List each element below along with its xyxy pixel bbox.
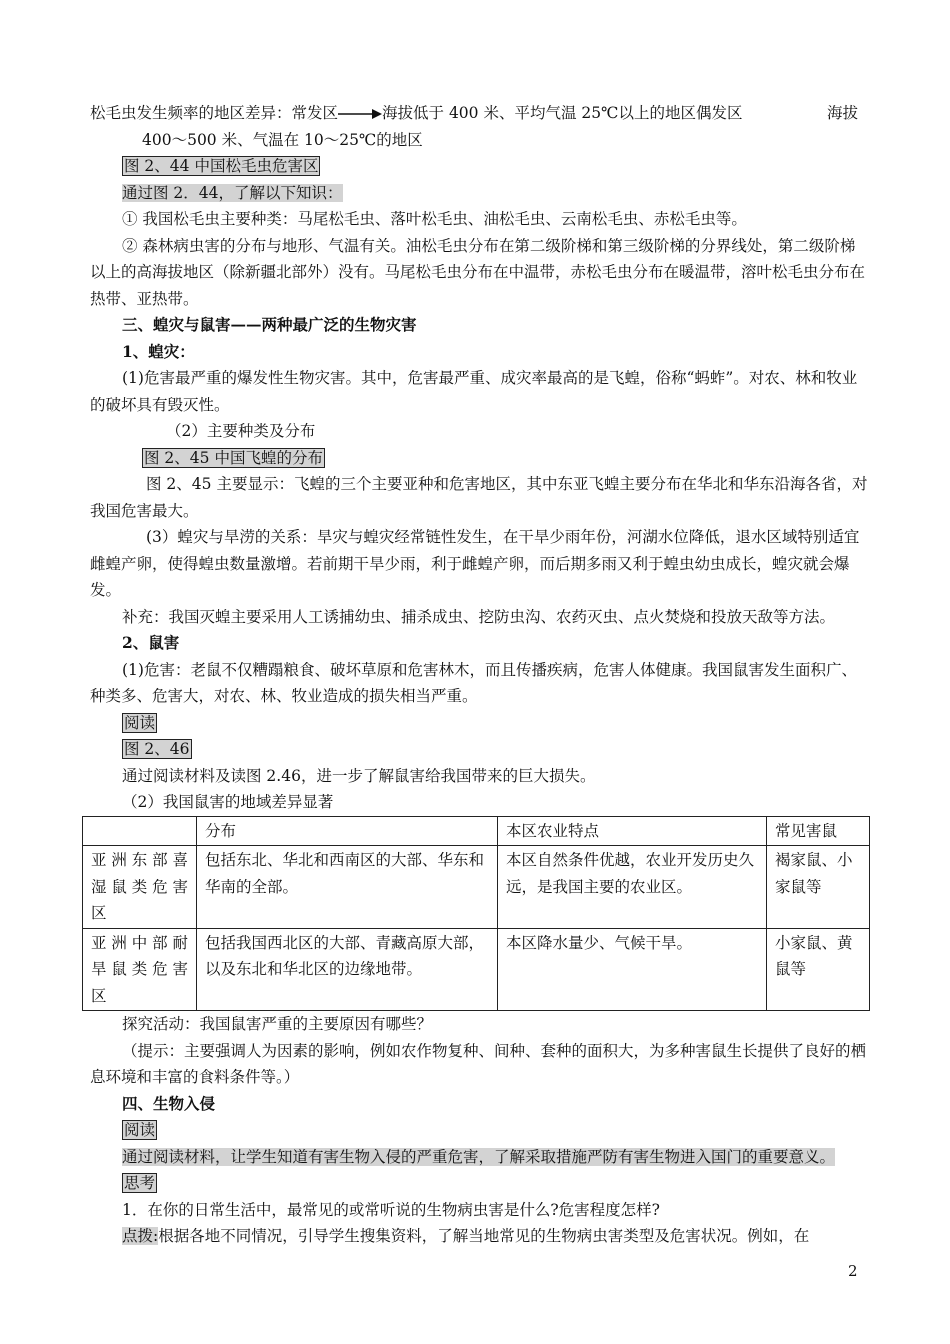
text-segment: 海拔低于 400 米、平均气温 25℃以上的地区偶发区 (382, 104, 743, 122)
paragraph: （2）我国鼠害的地域差异显著 (122, 793, 334, 811)
section-heading: 三、蝗灾与鼠害——两种最广泛的生物灾害 (122, 315, 417, 334)
paragraph: (1)危害最严重的爆发性生物灾害。其中，危害最严重、成灾率最高的是飞蝗，俗称“蚂蚱”。对农、林和牧业的破坏具有毁灭性。 (90, 369, 858, 414)
highlighted-text: 通过图 2．44，了解以下知识： (122, 183, 343, 202)
table-header-cell (83, 816, 197, 846)
table-header-cell: 分布 (197, 816, 498, 846)
figure-label: 图 2、45 中国飞蝗的分布 (144, 448, 323, 467)
rats-cell: 小家鼠、黄鼠等 (767, 928, 870, 1011)
text-line (90, 100, 870, 127)
region-line: 区 (91, 904, 107, 922)
region-cell (83, 846, 197, 929)
tip-label: 点拨: (122, 1227, 159, 1245)
agriculture-cell: 本区自然条件优越，农业开发历史久远，是我国主要的农业区。 (498, 846, 767, 929)
figure-label: 图 2、46 (124, 740, 190, 758)
reading-label: 阅读 (124, 1121, 156, 1139)
subsection-heading: 2、鼠害 (122, 633, 180, 652)
rodent-regions-table (82, 816, 870, 1012)
page-content (90, 100, 870, 1250)
arrow-icon (338, 108, 382, 120)
text-line: 400～500 米、气温在 10～25℃的地区 (142, 130, 423, 149)
paragraph: (3）蝗灾与旱涝的关系：旱灾与蝗灾经常链性发生，在干旱少雨年份，河湖水位降低，退水区域特别适宜雌蝗产卵，使得蝗虫数量激增。若前期干旱少雨，利于雌蝗产卵，而后期多雨又利于蝗虫幼虫成长，蝗灾就会爆发。 (90, 528, 860, 599)
region-line: 湿鼠类危害 (91, 877, 188, 896)
think-label: 思考 (124, 1174, 156, 1192)
region-line: 亚洲中部耐 (91, 933, 188, 952)
paragraph: 补充：我国灭蝗主要采用人工诱捕幼虫、捕杀成虫、挖防虫沟、农药灭虫、点火焚烧和投放天敌等方法。 (122, 607, 836, 626)
paragraph: （2）主要种类及分布 (166, 422, 316, 440)
distribution-cell: 包括东北、华北和西南区的大部、华东和华南的全部。 (197, 846, 498, 929)
paragraph: (1)危害：老鼠不仅糟蹋粮食、破坏草原和危害林木，而且传播疾病，危害人体健康。我国鼠害发生面积广、种类多、危害大，对农、林、牧业造成的损失相当严重。 (90, 660, 857, 705)
paragraph: 探究活动：我国鼠害严重的主要原因有哪些？ (122, 1015, 433, 1033)
subsection-heading: 1、蝗灾： (122, 341, 195, 361)
region-line: 旱鼠类危害 (91, 960, 188, 978)
figure-label: 图 2、44 中国松毛虫危害区 (124, 157, 319, 175)
table-row (83, 846, 870, 929)
table-header-cell: 常见害鼠 (767, 816, 870, 846)
highlighted-text: 通过阅读材料，让学生知道有害生物入侵的严重危害，了解采取措施严防有害生物进入国门的重要意义。 (122, 1147, 836, 1166)
paragraph: ② 森林病虫害的分布与地形、气温有关。油松毛虫分布在第二级阶梯和第三级阶梯的分界线处，第二级阶梯以上的高海拔地区（除新疆北部外）没有。马尾松毛虫分布在中温带，赤松毛虫分布在暖温带，溶叶松毛虫分布在热带、亚热带。 (90, 236, 866, 308)
reading-label: 阅读 (124, 713, 156, 732)
page-number: 2 (848, 1262, 858, 1280)
region-line: 区 (91, 986, 107, 1005)
paragraph: 图 2、45 主要显示：飞蝗的三个主要亚种和危害地区，其中东亚飞蝗主要分布在华北和华东沿海各省，对我国危害最大。 (90, 475, 868, 520)
region-line: 亚洲东部喜 (91, 851, 188, 869)
table-header-row (83, 816, 870, 846)
rats-cell: 褐家鼠、小家鼠等 (767, 846, 870, 929)
agriculture-cell: 本区降水量少、气候干旱。 (498, 928, 767, 1011)
region-cell (83, 928, 197, 1011)
paragraph: ① 我国松毛虫主要种类：马尾松毛虫、落叶松毛虫、油松毛虫、云南松毛虫、赤松毛虫等。 (122, 210, 747, 228)
distribution-cell: 包括我国西北区的大部、青藏高原大部，以及东北和华北区的边缘地带。 (197, 928, 498, 1011)
paragraph: 1．在你的日常生活中，最常见的或常听说的生物病虫害是什么?危害程度怎样? (122, 1200, 660, 1219)
text-segment: 海拔 (826, 104, 858, 122)
paragraph: （提示：主要强调人为因素的影响，例如农作物复种、间种、套种的面积大，为多种害鼠生长提供了良好的栖息环境和丰富的食料条件等。） (90, 1041, 867, 1086)
table-header-cell: 本区农业特点 (498, 816, 767, 846)
tip-text: 根据各地不同情况，引导学生搜集资料，了解当地常见的生物病虫害类型及危害状况。例如，在 (158, 1227, 810, 1245)
text-segment: 松毛虫发生频率的地区差异：常发区 (90, 104, 339, 122)
table-row (83, 928, 870, 1011)
paragraph: 通过阅读材料及读图 2.46，进一步了解鼠害给我国带来的巨大损失。 (122, 766, 596, 785)
section-heading: 四、生物入侵 (122, 1093, 216, 1113)
